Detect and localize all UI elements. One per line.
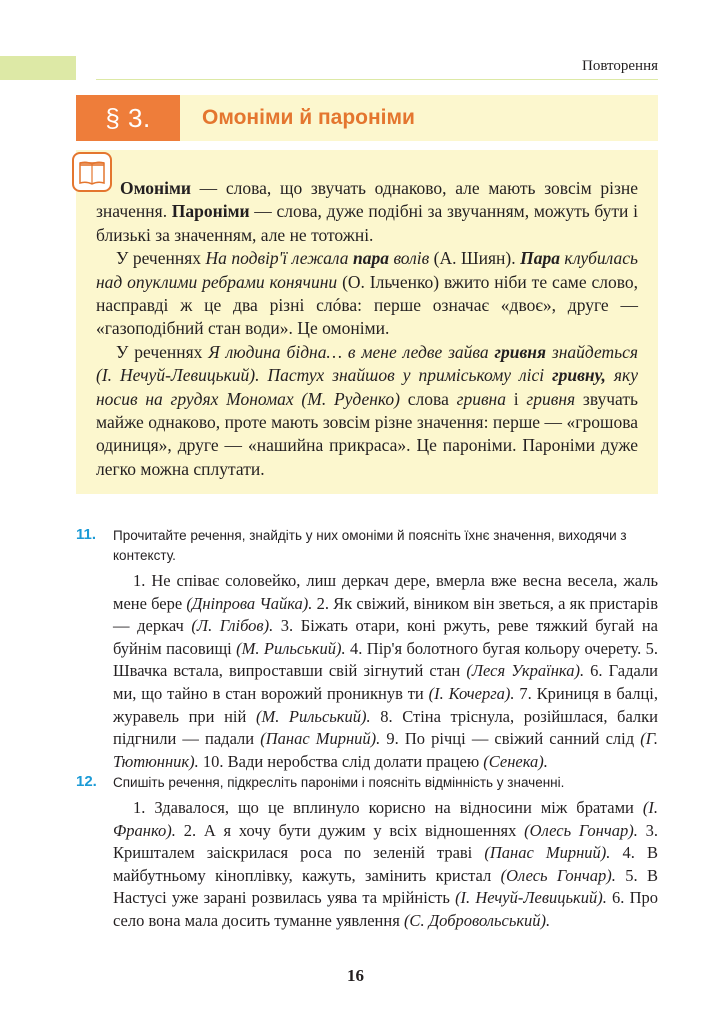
text: У реченнях bbox=[116, 341, 209, 362]
example-word: гривня bbox=[494, 341, 546, 362]
section-number: § 3. bbox=[76, 95, 180, 141]
example-text: На подвір'ї лежала bbox=[205, 248, 353, 269]
text: вжито ніби те саме слово, насправді ж це два різні слóва: перше означає «двоє», друге — «газоподібний стан води». Це омоніми. bbox=[96, 271, 638, 339]
sentence: 5. В Настусі уже зарані розвилась уява та мрійність bbox=[113, 865, 658, 908]
author: (Г. Тютюнник). bbox=[113, 729, 658, 771]
author: (Олесь Гончар). bbox=[524, 820, 638, 840]
sentence: 1. Здавалося, що це вплинуло корисно на відносини між братами bbox=[133, 798, 643, 817]
definition-homonyms: — слова, що звучать однаково, але мають зовсім різне значення. bbox=[96, 178, 638, 222]
section-title-bar bbox=[180, 95, 658, 141]
sentence: 4. В майбутньому кіноплівку, кажуть, замінить кристал bbox=[113, 843, 658, 885]
example-word: Пара bbox=[520, 248, 560, 269]
task-instruction: Спишіть речення, підкресліть пароніми і поясніть відмінність у значенні. bbox=[113, 775, 565, 790]
sentence: 4. Пір'я болотного бугая кольору очерету. 5. Швачка встала, випроставши свій зігнутий стан bbox=[113, 638, 658, 681]
author: (І. Кочерга). bbox=[428, 683, 515, 703]
author: (Олесь Гончар). bbox=[500, 865, 616, 885]
term-paronyms: Пароніми bbox=[171, 201, 250, 222]
example-text: Я людина бідна… в мене ледве зайва bbox=[208, 341, 495, 362]
task-12 bbox=[76, 773, 658, 933]
definition-paronyms: — слова, дуже подібні за звучанням, можуть бути і близькі за значенням, але не тотожні. bbox=[96, 201, 638, 245]
sentence: 10. Вади неробства слід долати працею bbox=[198, 751, 484, 771]
text: і bbox=[505, 388, 527, 409]
rule-text bbox=[96, 177, 638, 481]
task-instruction: Прочитайте речення, знайдіть у них омоніми й поясніть їхнє значення, виходячи з контексту. bbox=[113, 528, 627, 563]
sentence: 7. Криниця в балці, журавель при ній bbox=[113, 683, 658, 726]
task-11 bbox=[76, 526, 658, 773]
sentence: 1. Не співає соловейко, лиш деркач дере, вмерла вже весна весела, жаль мене бере bbox=[113, 571, 658, 613]
example-text: Пастух знайшов у приміському лісі bbox=[267, 365, 553, 386]
task-number: 11. bbox=[76, 526, 97, 543]
header-rule bbox=[96, 79, 658, 80]
example-text: яку носив на грудях Мономах bbox=[96, 365, 639, 409]
rule-paragraph-1 bbox=[96, 177, 638, 247]
author: (Дніпрова Чайка). bbox=[186, 593, 313, 613]
task-number: 12. bbox=[76, 773, 97, 790]
rule-paragraph-3 bbox=[96, 341, 638, 481]
author: (Панас Мирний). bbox=[260, 729, 381, 749]
text: звучать майже однаково, проте мають зовсім різне значення: перше — «грошова одиниця», друге — «нашийна прикраса». Це пароніми. Пароніми дуже легко можна сплутати. bbox=[96, 388, 639, 479]
author: (С. Добровольський). bbox=[403, 910, 551, 930]
text: У реченнях bbox=[116, 248, 206, 269]
example-source: (О. Ільченко) bbox=[337, 271, 440, 292]
sentence: 3. Кришталем заіскрилася роса по зеленій траві bbox=[113, 820, 658, 863]
text: слова bbox=[400, 388, 457, 409]
example-word: гривня bbox=[526, 388, 576, 409]
section-title: Омоніми й пароніми bbox=[202, 106, 415, 129]
author: (Сенека). bbox=[483, 751, 548, 771]
example-text: знайдеться bbox=[546, 341, 638, 362]
term-homonyms: Омоніми bbox=[120, 178, 191, 198]
example-source: (М. Руденко) bbox=[293, 388, 401, 409]
example-text: клубилась над опуклими ребрами конячини bbox=[96, 248, 638, 292]
author: (Л. Глібов). bbox=[191, 616, 274, 636]
sentence: 8. Стіна тріснула, розійшлася, балки підгнили — падали bbox=[113, 706, 658, 749]
author: (М. Рильський). bbox=[236, 638, 346, 658]
page-number: 16 bbox=[347, 966, 364, 985]
sentence: 9. По річці — свіжий санний слід bbox=[380, 729, 641, 749]
rule-paragraph-2 bbox=[96, 247, 638, 341]
sentence: 2. Як свіжий, віником він зветься, а як пристарів — деркач bbox=[113, 593, 658, 636]
author: (Леся Українка). bbox=[466, 661, 585, 681]
example-word: пара bbox=[353, 248, 389, 269]
example-source: (І. Нечуй-Левицький). bbox=[96, 365, 268, 386]
sentence: 2. А я хочу бути дужим у всіх відношеннях bbox=[175, 820, 525, 840]
task-text bbox=[113, 570, 658, 773]
sentence: 6. Гадали ми, що тайно в стан ворожий проникнув ти bbox=[113, 661, 659, 703]
sentence: 6. Про село вона мала досить туманне уявлення bbox=[113, 888, 659, 930]
author: (І. Нечуй-Левицький). bbox=[455, 888, 607, 908]
header-stripe bbox=[0, 56, 76, 80]
example-text: волів bbox=[388, 248, 430, 269]
example-source: (А. Шиян). bbox=[429, 248, 521, 269]
author: (І. Франко). bbox=[113, 798, 658, 840]
sentence: 3. Біжать отари, коні ржуть, реве тяжкий бугай на буйнім пасовищі bbox=[113, 616, 658, 658]
example-word: гривну, bbox=[552, 365, 606, 386]
running-head: Повторення bbox=[581, 58, 658, 74]
author: (Панас Мирний). bbox=[484, 843, 611, 863]
author: (М. Рильський). bbox=[255, 706, 371, 726]
task-text bbox=[113, 797, 658, 933]
example-word: гривна bbox=[456, 388, 506, 409]
